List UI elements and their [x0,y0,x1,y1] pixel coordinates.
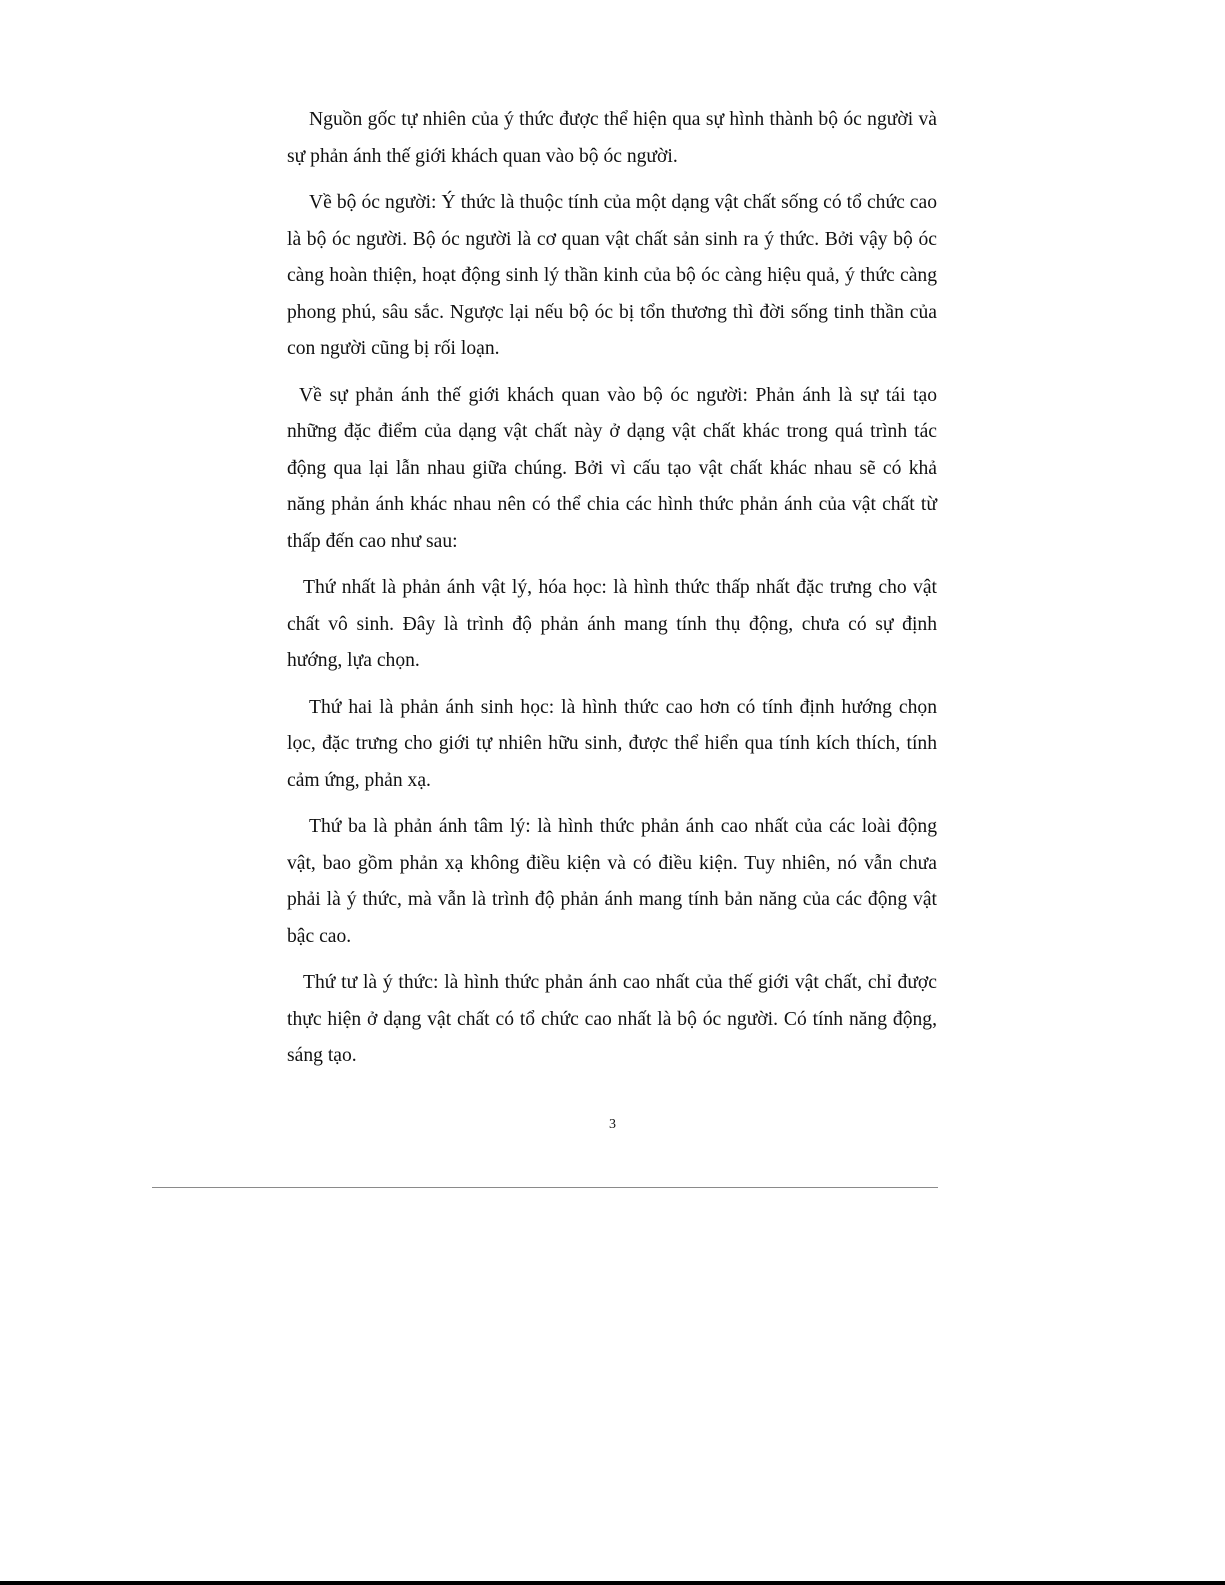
paragraph-reflection: Về sự phản ánh thế giới khách quan vào bộ óc người: Phản ánh là sự tái tạo những đặc điểm của dạng vật chất này ở dạng vật chất khác trong quá trình tác động qua lại lẫn nhau giữa chúng. Bởi vì cấu tạo vật chất khác nhau sẽ có khả năng phản ánh khác nhau nên có thể chia các hình thức phản ánh của vật chất từ thấp đến cao như sau: [287,384,937,552]
page-number: 3 [609,1117,616,1132]
document-body [287,102,937,1085]
bottom-border [0,1581,1225,1585]
paragraph-fourth-form: Thứ tư là ý thức: là hình thức phản ánh cao nhất của thế giới vật chất, chỉ được thực hiện ở dạng vật chất có tổ chức cao nhất là bộ óc người. Có tính năng động, sáng tạo. [287,972,937,1066]
paragraph-first-form: Thứ nhất là phản ánh vật lý, hóa học: là hình thức thấp nhất đặc trưng cho vật chất vô sinh. Đây là trình độ phản ánh mang tính thụ động, chưa có sự định hướng, lựa chọn. [287,577,937,671]
paragraph-human-brain: Về bộ óc người: Ý thức là thuộc tính của một dạng vật chất sống có tổ chức cao là bộ óc người. Bộ óc người là cơ quan vật chất sản sinh ra ý thức. Bởi vậy bộ óc càng hoàn thiện, hoạt động sinh lý thần kinh của bộ óc càng hiệu quả, ý thức càng phong phú, sâu sắc. Ngược lại nếu bộ óc bị tổn thương thì đời sống tinh thần của con người cũng bị rối loạn. [287,192,937,359]
paragraph-natural-origin: Nguồn gốc tự nhiên của ý thức được thể hiện qua sự hình thành bộ óc người và sự phản ánh thế giới khách quan vào bộ óc người. [287,109,937,167]
page-divider [152,1187,938,1188]
paragraph-second-form: Thứ hai là phản ánh sinh học: là hình thức cao hơn có tính định hướng chọn lọc, đặc trưng cho giới tự nhiên hữu sinh, được thể hiển qua tính kích thích, tính cảm ứng, phản xạ. [287,696,937,791]
paragraph-third-form: Thứ ba là phản ánh tâm lý: là hình thức phản ánh cao nhất của các loài động vật, bao gồm phản xạ không điều kiện và có điều kiện. Tuy nhiên, nó vẫn chưa phải là ý thức, mà vẫn là trình độ phản ánh mang tính bản năng của các động vật bậc cao. [287,816,937,947]
